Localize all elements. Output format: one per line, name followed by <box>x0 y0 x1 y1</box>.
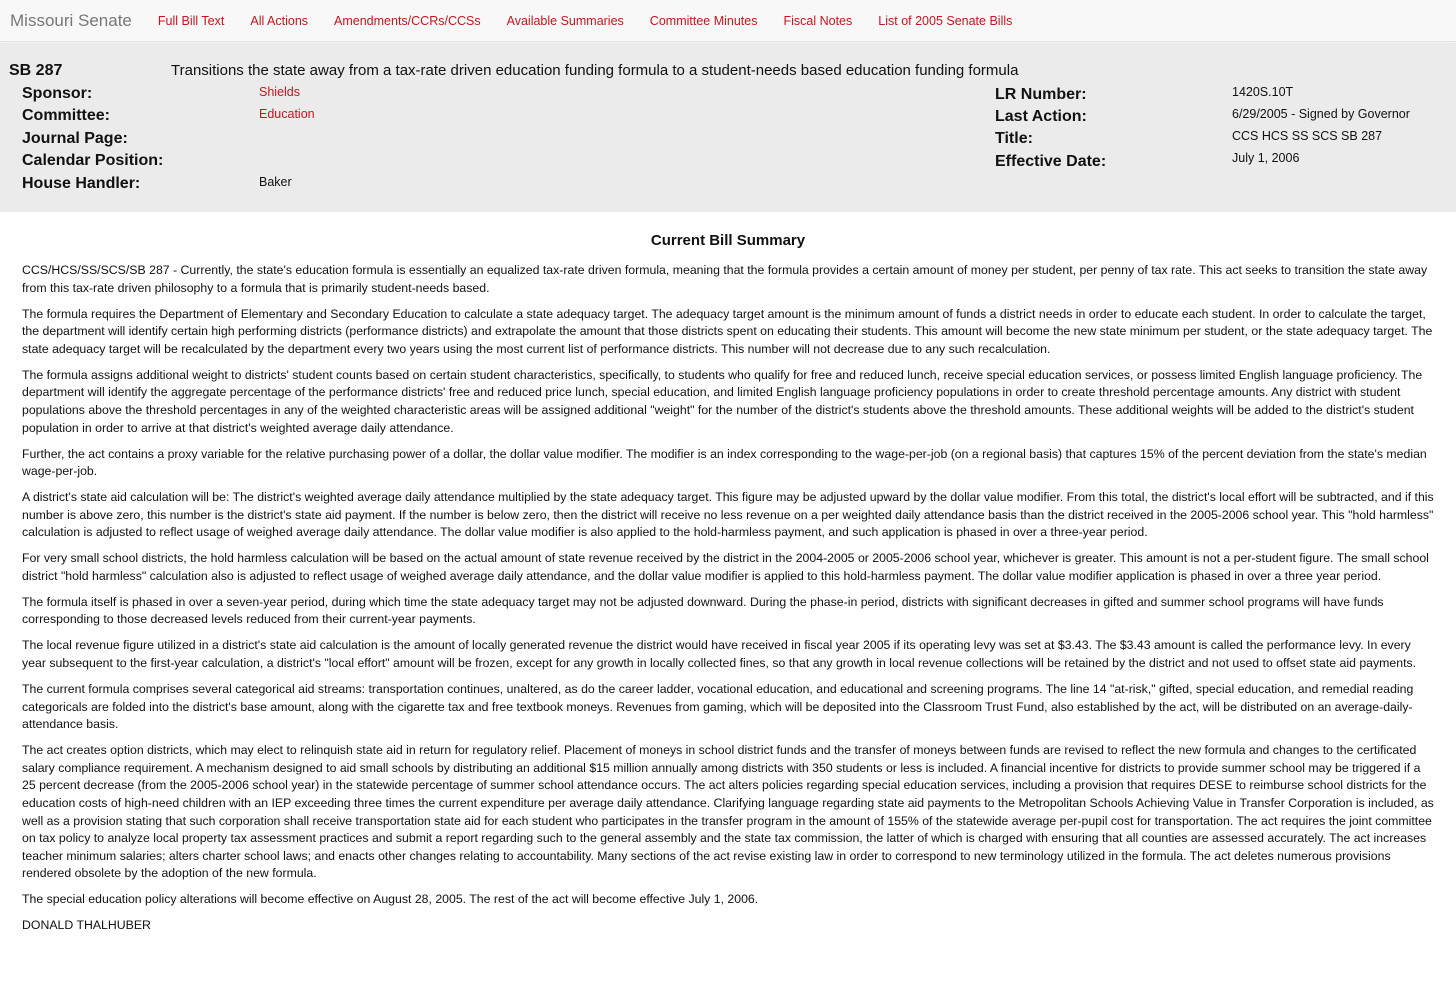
lr-number-label: LR Number: <box>995 86 1087 103</box>
sponsor-label: Sponsor: <box>22 85 93 102</box>
summary-paragraph: The formula itself is phased in over a seven-year period, during which time the state adequacy target may not be adjusted downward. During the phase-in period, districts with significant decreases in gifted and summer school programs will have funds corresponding to those decreased levels reduced from their current-year payments. <box>22 594 1384 627</box>
calendar-position-label: Calendar Position: <box>22 152 164 169</box>
bill-summary <box>22 262 1434 943</box>
last-action-label: Last Action: <box>995 108 1087 125</box>
top-navbar <box>0 0 1456 42</box>
summary-author: DONALD THALHUBER <box>22 918 151 933</box>
summary-paragraph: CCS/HCS/SS/SCS/SB 287 - Currently, the state's education formula is essentially an equalized tax-rate driven formula, meaning that the formula provides a certain amount of money per student, per penny of tax rate. This act seeks to transition the state away from this tax-rate driven philosophy to a formula that is primarily student-needs based. <box>22 263 1428 295</box>
summary-paragraph: The current formula comprises several categorical aid streams: transportation continues, unaltered, as do the career ladder, vocational education, and educational and screening programs. The line 14 "at-risk," gifted, special education, and remedial reading categoricals are folded into the district's base amount, along with the cigarette tax and free textbook moneys. Revenues from gaming, which will be deposited into the Classroom Trust Fund, also established by the act, will be distributed on an average-daily-attendance basis. <box>22 682 1414 732</box>
summary-paragraph: Further, the act contains a proxy variable for the relative purchasing power of a dollar, the dollar value modifier. The modifier is an index corresponding to the wage-per-job (on a regional basis) that captures 15% of the percent deviation from the state's median wage-per-job. <box>22 446 1427 479</box>
effective-date-label: Effective Date: <box>995 153 1107 170</box>
nav-link-committee-minutes[interactable]: Committee Minutes <box>649 13 758 28</box>
last-action-value: 6/29/2005 - Signed by Governor <box>1232 107 1410 121</box>
summary-paragraph: The special education policy alterations will become effective on August 28, 2005. The rest of the act will become effective July 1, 2006. <box>22 892 759 907</box>
summary-heading: Current Bill Summary <box>650 232 806 249</box>
journal-page-label: Journal Page: <box>22 130 128 147</box>
summary-paragraph: The formula requires the Department of Elementary and Secondary Education to calculate a state adequacy target. The adequacy target amount is the minimum amount of funds a district needs in order to educate each student. In order to calculate the target, the department will identify certain high performing districts (performance districts) and extrapolate the amount that those districts spent on educating their students. This amount will become the new state minimum per student, or the state adequacy target. The state adequacy target will be recalculated by the department every two years using the most current list of performance districts. This number will not decrease due to any such recalculation. <box>22 306 1433 356</box>
lr-number-value: 1420S.10T <box>1232 85 1294 99</box>
sponsor-link[interactable]: Shields <box>259 85 300 99</box>
nav-link-fiscal-notes[interactable]: Fiscal Notes <box>783 13 853 28</box>
nav-link-available-summaries[interactable]: Available Summaries <box>506 13 624 28</box>
summary-paragraph: The local revenue figure utilized in a district's state aid calculation is the amount of locally generated revenue the district would have received in fiscal year 2005 if its operating levy was set at $3.43. The $3.43 amount is called the performance levy. In every year subsequent to the first-year calculation, a district's "local effort" amount will be frozen, except for any growth in locally collected fines, so that any growth in local revenue collections will be retained by the district and not used to offset state aid payments. <box>22 638 1417 671</box>
bill-title: Transitions the state away from a tax-rate driven education funding formula to a student-needs based education funding formula <box>171 62 1019 79</box>
committee-label: Committee: <box>22 107 111 124</box>
title-value: CCS HCS SS SCS SB 287 <box>1232 129 1383 143</box>
nav-link-senate-bills-list[interactable]: List of 2005 Senate Bills <box>878 13 1013 28</box>
summary-paragraph: The act creates option districts, which may elect to relinquish state aid in return for regulatory relief. Placement of moneys in school district funds and the transfer of moneys between funds are revised to reflect the new formula and changes to the certificated salary compliance requirement. A mechanism designed to aid small schools by distributing an additional $15 million annually among districts with 350 students or less is included. A financial incentive for districts to provide summer school may be triggered if a 25 percent decrease (from the 2005-2006 school year) in the statewide percentage of summer school attendance occurs. The act alters policies regarding special education services, including a provision that requires DESE to reimburse school districts for the education costs of high-need children with an IEP exceeding three times the current expenditure per average daily attendance. Clarifying language regarding state aid payments to the Metropolitan Schools Achieving Value in Transfer Corporation is included, as well as a provision stating that such corporation shall receive transportation state aid for each student who participates in the transfer program in the amount of 155% of the statewide average per-pupil cost for transportation. The act requires the joint committee on tax policy to analyze local property tax assessment practices and submit a report regarding such to the general assembly and the state tax commission, the latter of which is charged with ensuring that all counties are assessed accurately. The act increases teacher minimum salaries; alters charter school laws; and enacts other changes relating to accountability. Many sections of the act revise existing law in order to correspond to new terminology utilized in the formula. The act deletes numerous provisions rendered obsolete by the adoption of the new formula. <box>22 743 1434 881</box>
title-label: Title: <box>995 130 1033 147</box>
site-brand[interactable]: Missouri Senate <box>10 10 132 30</box>
summary-paragraph: The formula assigns additional weight to districts' student counts based on certain student characteristics, specifically, to students who qualify for free and reduced lunch, receive special education services, or possess limited English language proficiency. The department will identify the aggregate percentage of the performance districts' free and reduced price lunch, special education, and limited English language proficiency populations in order to create threshold percentage amounts. Any district with student populations above the threshold percentages in any of the weighted characteristic areas will be assigned additional "weight" for the number of the district's students above the threshold amounts. These additional weights will be added to the district's student population in order to arrive at that district's weighted average daily attendance. <box>22 367 1423 435</box>
house-handler-label: House Handler: <box>22 175 141 192</box>
nav-link-amendments[interactable]: Amendments/CCRs/CCSs <box>334 13 481 28</box>
nav-link-all-actions[interactable]: All Actions <box>250 13 309 28</box>
effective-date-value: July 1, 2006 <box>1232 151 1300 165</box>
summary-paragraph: A district's state aid calculation will be: The district's weighted average daily attendance multiplied by the state adequacy target. This figure may be adjusted upward by the dollar value modifier. From this total, the district's local effort will be subtracted, and if this number is above zero, this number is the district's state aid payment. If the number is below zero, then the district will receive no less revenue on a per weighted daily attendance basis than the district received in the 2005-2006 school year. This "hold harmless" calculation is adjusted to reflect usage of weighed average daily attendance. The dollar value modifier is also applied to the hold-harmless payment, and such application is phased in over a three-year period. <box>22 490 1434 540</box>
bill-info-panel <box>0 43 1456 212</box>
house-handler-value: Baker <box>259 175 292 189</box>
summary-paragraph: For very small school districts, the hold harmless calculation will be based on the actual amount of state revenue received by the district in the 2004-2005 or 2005-2006 school year, whichever is greater. This amount is not a per-student figure. The small school district "hold harmless" calculation also is adjusted to reflect usage of weighed average daily attendance, and the dollar value modifier is applied to this hold-harmless payment. The dollar value modifier application is phased in over a three year period. <box>22 551 1429 583</box>
nav-link-full-bill-text[interactable]: Full Bill Text <box>157 13 225 28</box>
bill-number: SB 287 <box>9 62 63 79</box>
committee-link[interactable]: Education <box>259 107 315 121</box>
